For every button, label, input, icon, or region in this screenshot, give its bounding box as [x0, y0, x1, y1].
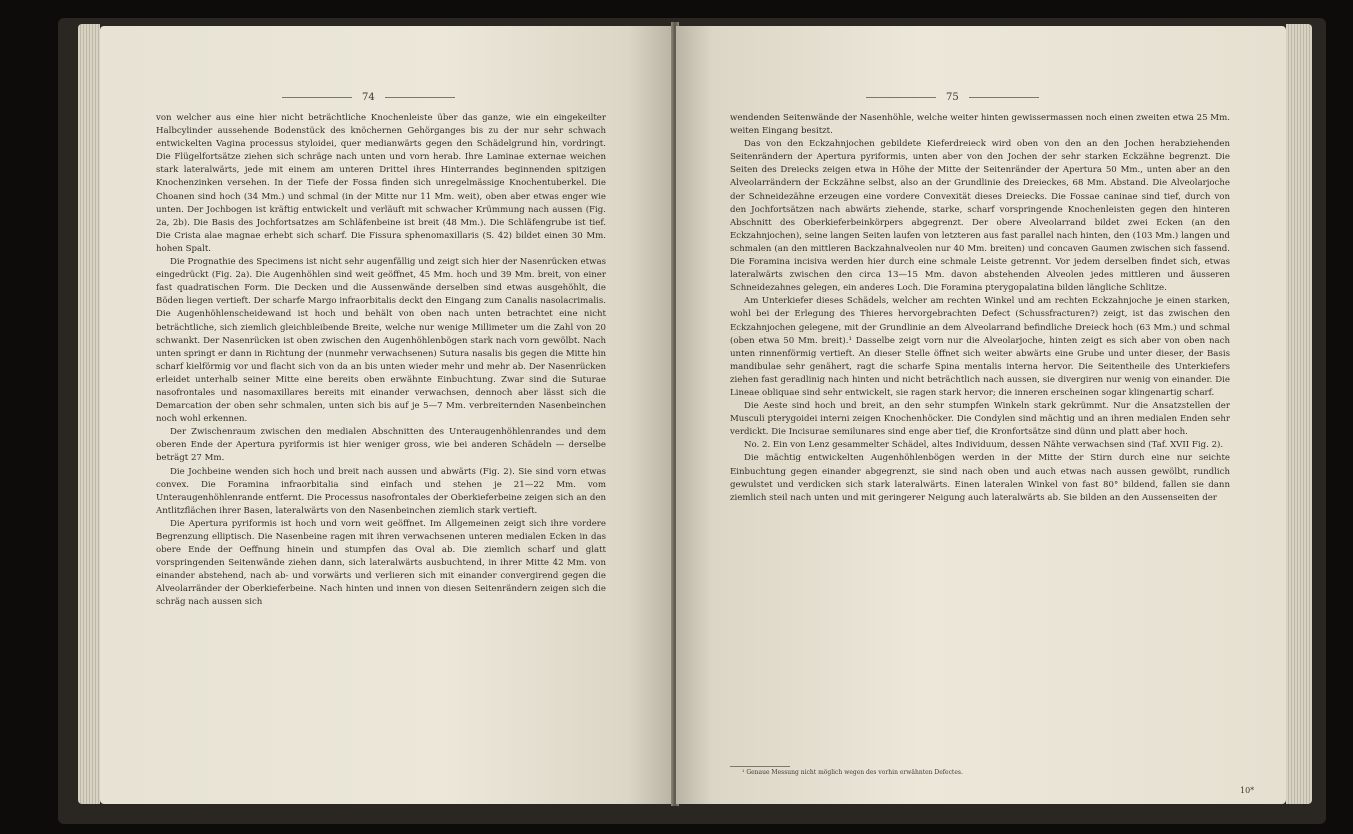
footnote-rule [730, 766, 790, 767]
signature-mark: 10* [1240, 786, 1255, 795]
paragraph: Am Unterkiefer dieses Schädels, welcher am rechten Winkel und am rechten Eckzahnjoche je einen starken, wohl bei der Erlegung des Thieres hervorgebrachten Defect (Schussfracturen?) zeigt, ist das zwischen den Eckzahnjochen gelegene, mit der Grundlinie an dem Alveolarrand befindliche Dreieck hoch (63 Mm.) und schmal (oben etwa 50 Mm. breit).¹ Dasselbe zeigt vorn nur die Alveolarjoche, hinten zeigt es sich aber von oben nach unten rinnenförmig vertieft. An dieser Stelle öffnet sich weiter abwärts eine Grube und unter dieser, der Basis mandibulae sehr genähert, ragt die scharfe Spina mentalis interna hervor. Die Seitentheile des Unterkiefers ziehen fast geradlinig nach hinten und nicht beträchtlich nach aussen, sie divergiren nur wenig von einander. Die Lineae obliquae sind sehr entwickelt, sie ragen stark hervor; die inneren erscheinen sogar klingenartig scharf. [730, 296, 1230, 398]
page-edges-right [1286, 24, 1312, 804]
header-rule [385, 97, 455, 98]
paragraph: Die Apertura pyriformis ist hoch und vorn weit geöffnet. Im Allgemeinen zeigt sich ihre vordere Begrenzung elliptisch. Die Nasenbeine ragen mit ihren verwachsenen unteren medialen Ecken in das obere Ende der Oeffnung hinein und stumpfen das Oval ab. Die ziemlich scharf und glatt vorspringenden Seitenwände ziehen dann, sich lateralwärts ausbuchtend, in ihrer Mitte 42 Mm. von einander abstehend, nach ab- und vorwärts und verlieren sich mit einander convergirend gegen die Alveolarränder der Oberkieferbeine. Nach hinten und innen von diesen Seitenrändern zeigen sich die schräg nach aussen sich [156, 518, 606, 608]
paragraph: No. 2. Ein von Lenz gesammelter Schädel, altes Individuum, dessen Nähte verwachsen sind (Taf. XVII Fig. 2). [744, 440, 1224, 451]
paragraph: Die Jochbeine wenden sich hoch und breit nach aussen und abwärts (Fig. 2). Sie sind vorn etwas convex. Die Foramina infraorbitalia sind einfach und stehen je 21—22 Mm. vom Unteraugenhöhlenrande entfernt. Die Processus nasofrontales der Oberkieferbeine zeigen sich an den Antlitzflächen ihrer Basen, lateralwärts von den Nasenbeinchen ziemlich stark vertieft. [156, 466, 606, 516]
page-number: 74 [362, 92, 375, 103]
paragraph: Die mächtig entwickelten Augenhöhlenbögen werden in der Mitte der Stirn durch eine nur seichte Einbuchtung gegen einander abgegrenzt, sie sind nach oben und auch etwas nach aussen gewölbt, rundlich gewulstet und verdicken sich stark lateralwärts. Einen lateralen Winkel von fast 80° bildend, fallen sie dann ziemlich steil nach unten und mit geringerer Neigung auch lateralwärts ab. Sie bilden an den Aussenseiten der [730, 453, 1230, 503]
paragraph: Der Zwischenraum zwischen den medialen Abschnitten des Unteraugenhöhlenrandes und dem oberen Ende der Apertura pyriformis ist hier weniger gross, wie bei anderen Schädeln — derselbe beträgt 27 Mm. [156, 427, 606, 464]
left-page-body [156, 112, 606, 610]
left-page [100, 26, 674, 804]
header-rule [969, 97, 1039, 98]
paragraph: von welcher aus eine hier nicht beträchtliche Knochenleiste über das ganze, wie ein eingekeilter Halbcylinder aussehende Bodenstück des knöchernen Gehörganges bis zu der nur sehr schwach entwickelten Vagina processus styloidei, quer medianwärts gegen den Schädelgrund hin, vordringt. Die Flügelfortsätze ziehen sich schräge nach unten und vorn herab. Ihre Laminae externae weichen stark lateralwärts, jede mit einem am unteren Drittel ihres Hinterrandes beginnenden spitzigen Knochenzinken versehen. In der Tiefe der Fossa finden sich unregelmässige Knochentuberkel. Die Choanen sind hoch (34 Mm.) und schmal (in der Mitte nur 11 Mm. weit), oben aber etwas enger wie unten. Der Jochbogen ist kräftig entwickelt und verläuft mit schwacher Krümmung nach aussen (Fig. 2a, 2b). Die Basis des Jochfortsatzes am Schläfenbeine ist breit (48 Mm.). Die Schläfengrube ist tief. Die Crista alae magnae erhebt sich scharf. Die Fissura sphenomaxillaris (S. 42) bildet einen 30 Mm. hohen Spalt. [156, 113, 606, 254]
header-rule [866, 97, 936, 98]
paragraph: Die Aeste sind hoch und breit, an den sehr stumpfen Winkeln stark gekrümmt. Nur die Ansatzstellen der Musculi pterygoidei interni zeigen Knochenhöcker. Die Condylen sind mächtig und an ihren medialen Enden sehr verdickt. Die Incisurae semilunares sind enge aber tief, die Kronfortsätze sind dünn und platt aber hoch. [730, 401, 1230, 438]
footnote: ¹ Genaue Messung nicht möglich wegen des vorhin erwähnten Defectes. [742, 769, 963, 776]
right-page [676, 26, 1286, 804]
page-edges-left [78, 24, 100, 804]
page-header-right [866, 92, 1039, 103]
right-page-body [730, 112, 1230, 505]
paragraph: Die Prognathie des Specimens ist nicht sehr augenfällig und zeigt sich hier der Nasenrücken etwas eingedrückt (Fig. 2a). Die Augenhöhlen sind weit geöffnet, 45 Mm. hoch und 39 Mm. breit, von einer fast quadratischen Form. Die Decken und die Aussenwände derselben sind etwas ausgehöhlt, die Böden liegen vertieft. Der scharfe Margo infraorbitalis deckt den Eingang zum Canalis nasolacrimalis. Die Augenhöhlenscheidewand ist hoch und behält von oben nach unten betrachtet eine nicht beträchtliche, sich ziemlich gleichbleibende Breite, welche nur wenige Millimeter um die Zahl von 20 schwankt. Der Nasenrücken ist oben zwischen den Augenhöhlenbögen stark nach vorn gewölbt. Nach unten springt er dann in Richtung der (nunmehr verwachsenen) Sutura nasalis bis gegen die Mitte hin scharf kielförmig vor und flacht sich von da an bis unten wieder mehr und mehr ab. Der Nasenrücken erleidet unterhalb seiner Mitte eine bereits oben erwähnte Einbuchtung. Zwar sind die Suturae nasofrontales und nasomaxillares bereits mit einander verwachsen, dennoch aber lässt sich die Demarcation der oben sehr schmalen, unten sich bis auf je 5—7 Mm. verbreiternden Nasenbeinchen noch wohl erkennen. [156, 257, 606, 425]
page-number: 75 [946, 92, 959, 103]
page-header-left [282, 92, 455, 103]
header-rule [282, 97, 352, 98]
paragraph: Das von den Eckzahnjochen gebildete Kieferdreieck wird oben von den an den Jochen herabziehenden Seitenrändern der Apertura pyriformis, unten aber von den Jochen der sehr starken Eckzähne begrenzt. Die Seiten des Dreiecks zeigen etwa in Höhe der Mitte der Seitenränder der Apertura 50 Mm., unten aber an den Alveolarrändern der Eckzähne selbst, also an der Grundlinie des Dreieckes, 68 Mm. Abstand. Die Alveolarjoche der Schneidezähne erzeugen eine vordere Convexität dieses Dreiecks. Die Fossae caninae sind tief, durch von den Jochfortsätzen nach abwärts ziehende, starke, scharf vorspringende Knochenleisten gegen den hinteren Abschnitt des Oberkieferbeinkörpers abgegrenzt. Der obere Alveolarrand bildet zwei Ecken (an den Eckzahnjochen), seine langen Seiten laufen von letzteren aus fast parallel nach hinten, den (103 Mm.) langen und schmalen (an den mittleren Backzahnalveolen nur 40 Mm. breiten) und concaven Gaumen zwischen sich fassend. Die Foramina incisiva werden hier durch eine schmale Leiste getrennt. Vor jedem derselben findet sich, etwas lateralwärts zwischen den circa 13—15 Mm. davon abstehenden Alveolen jedes mittleren und äusseren Schneidezahnes gelegen, ein anderes Loch. Die Foramina pterygopalatina bilden längliche Schlitze. [730, 139, 1230, 294]
paragraph: wendenden Seitenwände der Nasenhöhle, welche weiter hinten gewissermassen noch einen zweiten etwa 25 Mm. weiten Eingang besitzt. [730, 113, 1230, 137]
